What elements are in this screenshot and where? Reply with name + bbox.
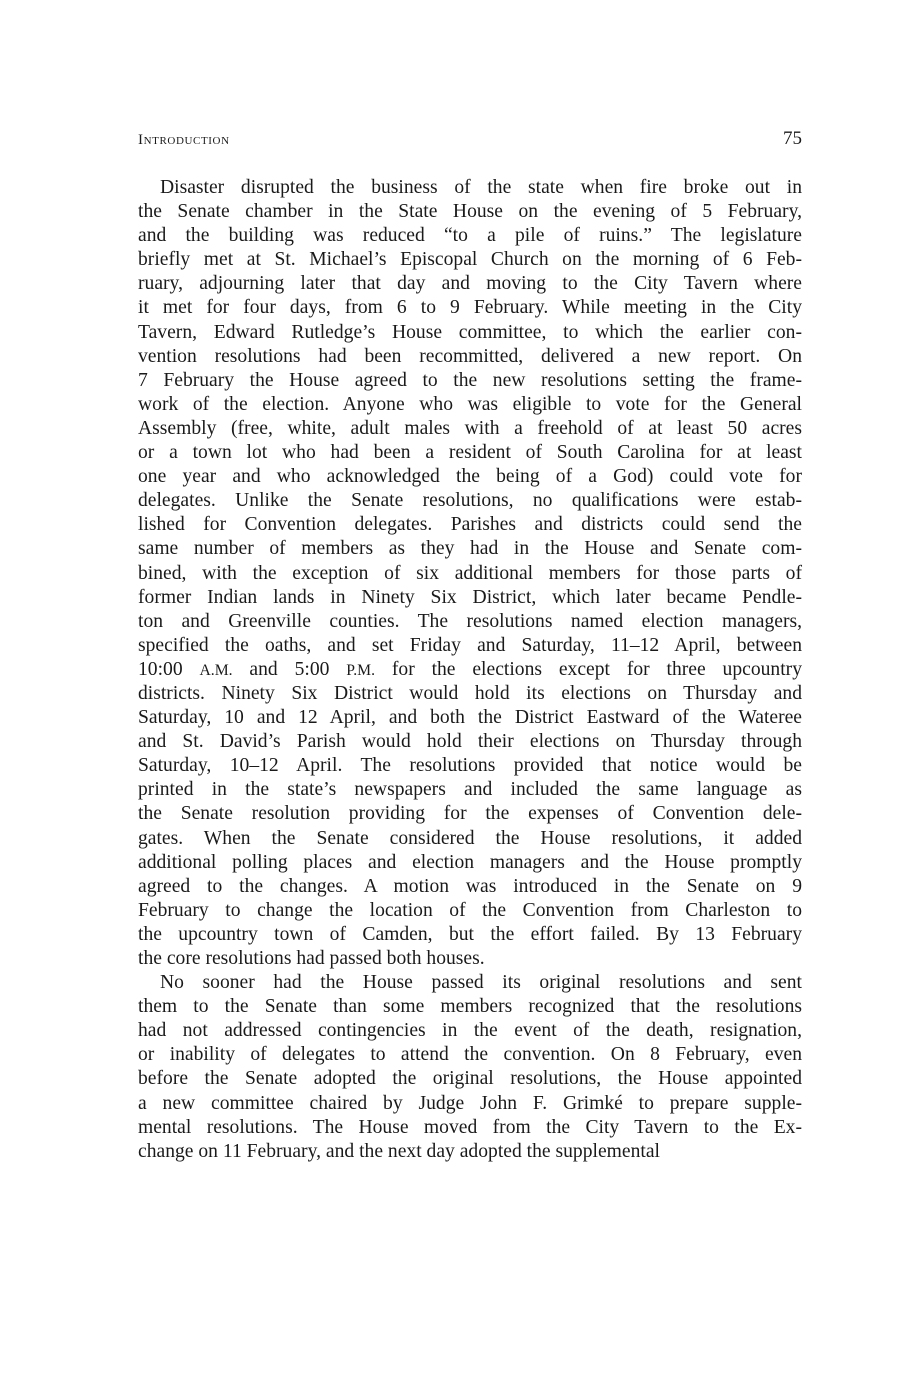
text-line: gates. When the Senate considered the House resolutions, it added: [138, 827, 802, 849]
text-line: the Senate resolution providing for the expenses of Convention dele-: [138, 803, 802, 825]
text-line: work of the election. Anyone who was eligible to vote for the General: [138, 393, 802, 415]
text-line: specified the oaths, and set Friday and Saturday, 11–12 April, between: [138, 634, 802, 656]
text-line: had not addressed contingencies in the event of the death, resignation,: [138, 1020, 802, 1042]
text-line: agreed to the changes. A motion was introduced in the Senate on 9: [138, 875, 802, 897]
text-line: a new committee chaired by Judge John F. Grimké to prepare supple-: [138, 1092, 802, 1114]
text-line: it met for four days, from 6 to 9 February. While meeting in the City: [138, 297, 802, 319]
text-line: additional polling places and election managers and the House promptly: [138, 851, 802, 873]
text-line: 7 February the House agreed to the new resolutions setting the frame-: [138, 369, 802, 391]
text-line: Saturday, 10 and 12 April, and both the District Eastward of the Wateree: [138, 707, 802, 729]
paragraph: [138, 971, 802, 1164]
text-line: ton and Greenville counties. The resolutions named election managers,: [138, 610, 802, 632]
text-line: delegates. Unlike the Senate resolutions, no qualifications were estab-: [138, 490, 802, 512]
text-line: bined, with the exception of six additional members for those parts of: [138, 562, 802, 584]
text-line: briefly met at St. Michael’s Episcopal Church on the morning of 6 Feb-: [138, 249, 802, 271]
text-line: one year and who acknowledged the being of a God) could vote for: [138, 466, 802, 488]
body-text: [138, 176, 802, 1164]
page-number: 75: [783, 128, 802, 149]
text-line: vention resolutions had been recommitted, delivered a new report. On: [138, 345, 802, 367]
text-line: Tavern, Edward Rutledge’s House committee, to which the earlier con-: [138, 321, 802, 343]
text-line: the Senate chamber in the State House on the evening of 5 February,: [138, 201, 802, 223]
running-head: [138, 128, 802, 156]
text-line: same number of members as they had in the House and Senate com-: [138, 538, 802, 560]
paragraph: [138, 176, 802, 971]
text-line: districts. Ninety Six District would hold its elections on Thursday and: [138, 682, 802, 704]
text-line: the core resolutions had passed both houses.: [138, 948, 485, 969]
text-line: the upcountry town of Camden, but the effort failed. By 13 February: [138, 923, 802, 945]
text-line: printed in the state’s newspapers and included the same language as: [138, 779, 802, 801]
text-line: ruary, adjourning later that day and moving to the City Tavern where: [138, 273, 802, 295]
text-line: or a town lot who had been a resident of South Carolina for at least: [138, 442, 802, 464]
text-line: former Indian lands in Ninety Six District, which later became Pendle-: [138, 586, 802, 608]
text-line: change on 11 February, and the next day adopted the supplemental: [138, 1140, 660, 1162]
running-title: Introduction: [138, 132, 230, 148]
text-line: Disaster disrupted the business of the state when fire broke out in: [160, 177, 802, 198]
text-line: them to the Senate than some members recognized that the resolutions: [138, 996, 802, 1018]
text-line: and St. David’s Parish would hold their elections on Thursday through: [138, 731, 802, 753]
text-line: No sooner had the House passed its original resolutions and sent: [160, 972, 802, 994]
text-line: February to change the location of the Convention from Charleston to: [138, 899, 802, 921]
text-line: Assembly (free, white, adult males with a freehold of at least 50 acres: [138, 417, 802, 439]
text-line: or inability of delegates to attend the convention. On 8 February, even: [138, 1044, 802, 1066]
text-line: mental resolutions. The House moved from the City Tavern to the Ex-: [138, 1116, 802, 1138]
text-line: 10:00 A.M. and 5:00 P.M. for the elections except for three upcountry: [138, 658, 802, 680]
text-line: and the building was reduced “to a pile of ruins.” The legislature: [138, 225, 802, 247]
text-line: before the Senate adopted the original resolutions, the House appointed: [138, 1068, 802, 1090]
text-line: lished for Convention delegates. Parishes and districts could send the: [138, 514, 802, 536]
document-page: [138, 128, 802, 1164]
text-line: Saturday, 10–12 April. The resolutions provided that notice would be: [138, 755, 802, 777]
